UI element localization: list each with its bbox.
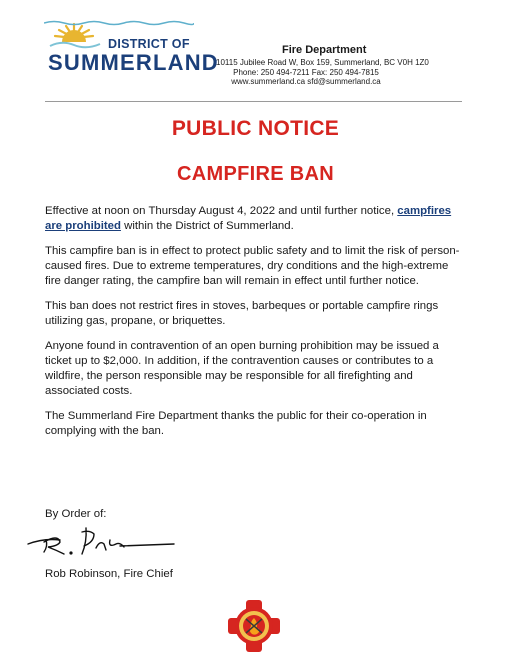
- fire-department-badge-icon: [226, 598, 282, 654]
- department-info: [216, 44, 429, 87]
- paragraph-text: within the District of Summerland.: [120, 220, 294, 232]
- district-logo: [44, 20, 219, 78]
- page-subtitle: CAMPFIRE BAN: [177, 163, 334, 185]
- logo-text-top: DISTRICT OF: [108, 37, 190, 51]
- header-divider: [45, 101, 462, 102]
- paragraph-penalty: Anyone found in contravention of an open burning prohibition may be issued a ticket up to $2,000. In addition, if the contravention causes or contributes to a wildfire, the person responsible may be responsible for all firefighting and associated costs.: [45, 340, 439, 397]
- paragraph-exemptions: This ban does not restrict fires in stoves, barbeques or portable campfire rings utilizing gas, propane, or briquettes.: [45, 300, 439, 327]
- page-title: PUBLIC NOTICE: [171, 117, 340, 140]
- paragraph-effective: [45, 204, 463, 234]
- paragraph-text: Effective at noon on Thursday August 4, 2022 and until further notice,: [45, 205, 398, 217]
- handwritten-signature: [24, 520, 184, 562]
- signature-label: By Order of:: [45, 508, 107, 520]
- wave-icon: [44, 20, 194, 26]
- signer-name: Rob Robinson, Fire Chief: [45, 568, 173, 580]
- department-title: Fire Department: [282, 44, 367, 56]
- notice-body: [45, 204, 463, 449]
- paragraph-purpose: This campfire ban is in effect to protect public safety and to limit the risk of person-caused fires. Due to extreme temperatures, dry conditions and the high-extreme fire danger rating, the campfire ban will remain in effect until further notice.: [45, 245, 460, 287]
- department-address: 10115 Jubilee Road W, Box 159, Summerland, BC V0H 1Z0: [216, 58, 429, 67]
- emphasis-text: campfires are prohibited: [45, 205, 452, 232]
- department-web: www.summerland.ca sfd@summerland.ca: [231, 77, 381, 86]
- department-phone: Phone: 250 494-7211 Fax: 250 494-7815: [233, 67, 379, 77]
- logo-text-main: SUMMERLAND: [48, 50, 219, 75]
- paragraph-thanks: The Summerland Fire Department thanks the public for their co-operation in complying with the ban.: [45, 410, 427, 437]
